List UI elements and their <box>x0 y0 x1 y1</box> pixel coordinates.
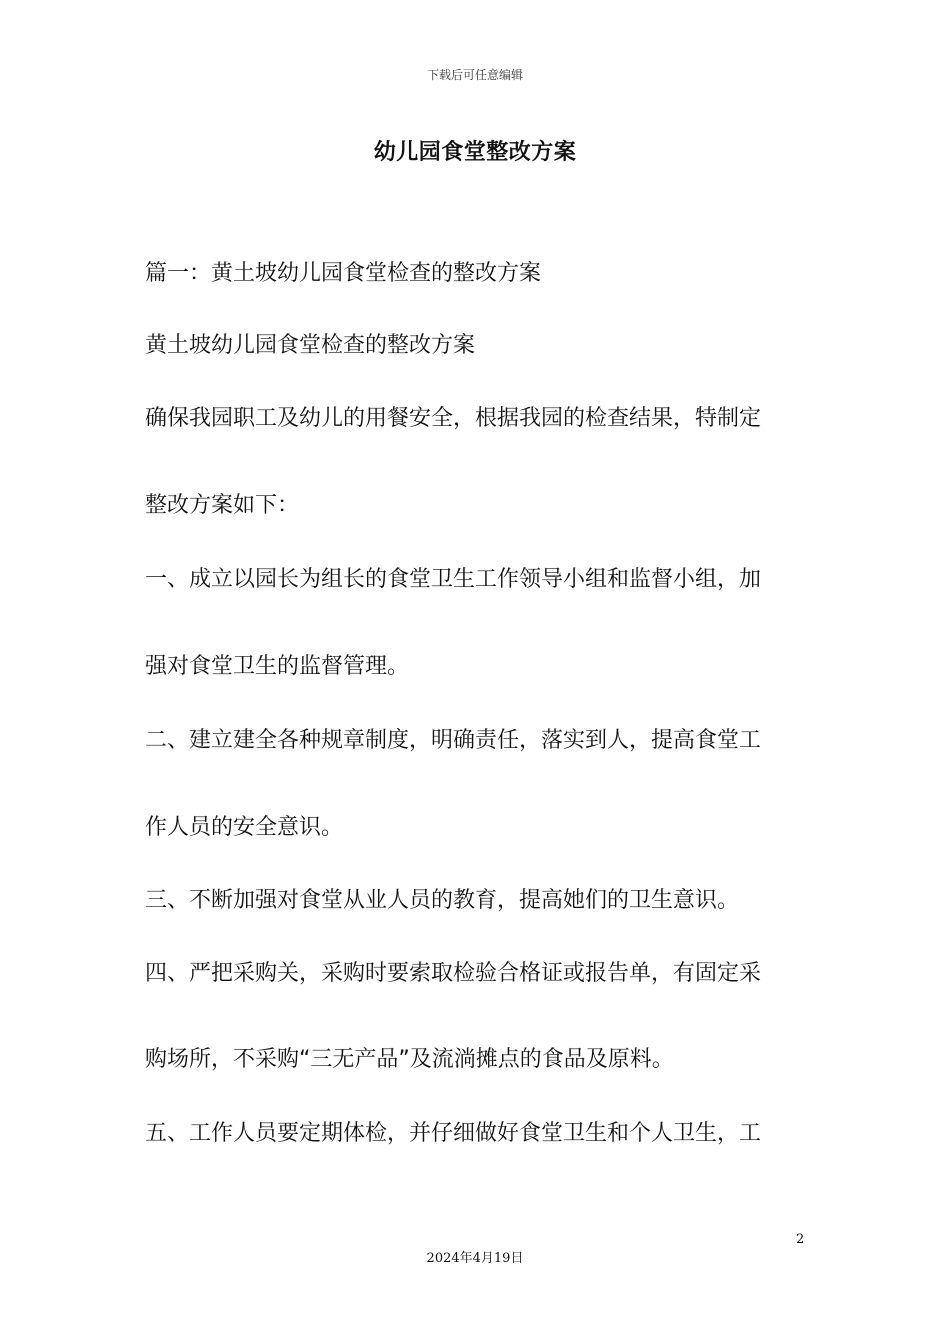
body-line-10: 四、严把采购关，采购时要索取检验合格证或报告单，有固定采 <box>145 961 762 986</box>
body-line-7: 二、建立建全各种规章制度，明确责任，落实到人，提高食堂工 <box>145 728 762 753</box>
footer-date: 2024年4月19日 <box>426 1251 524 1266</box>
page-number: 2 <box>796 1232 805 1247</box>
body-line-2: 黄土坡幼儿园食堂检查的整改方案 <box>145 333 476 358</box>
body-line-5: 一、成立以园长为组长的食堂卫生工作领导小组和监督小组，加 <box>145 567 762 592</box>
body-line-1: 篇一：黄土坡幼儿园食堂检查的整改方案 <box>145 261 542 286</box>
body-line-3: 确保我园职工及幼儿的用餐安全，根据我园的检查结果，特制定 <box>145 406 762 431</box>
body-line-12: 五、工作人员要定期体检，并仔细做好食堂卫生和个人卫生，工 <box>145 1121 762 1146</box>
page-header: 下载后可任意编辑 <box>426 68 523 82</box>
body-line-9: 三、不断加强对食堂从业人员的教育，提高她们的卫生意识。 <box>145 888 740 913</box>
document-title: 幼儿园食堂整改方案 <box>373 140 577 165</box>
body-line-8: 作人员的安全意识。 <box>145 815 344 840</box>
body-line-4: 整改方案如下： <box>145 493 300 518</box>
body-line-11: 购场所，不采购“三无产品”及流淌摊点的食品及原料。 <box>145 1047 674 1072</box>
body-line-6: 强对食堂卫生的监督管理。 <box>145 654 410 679</box>
